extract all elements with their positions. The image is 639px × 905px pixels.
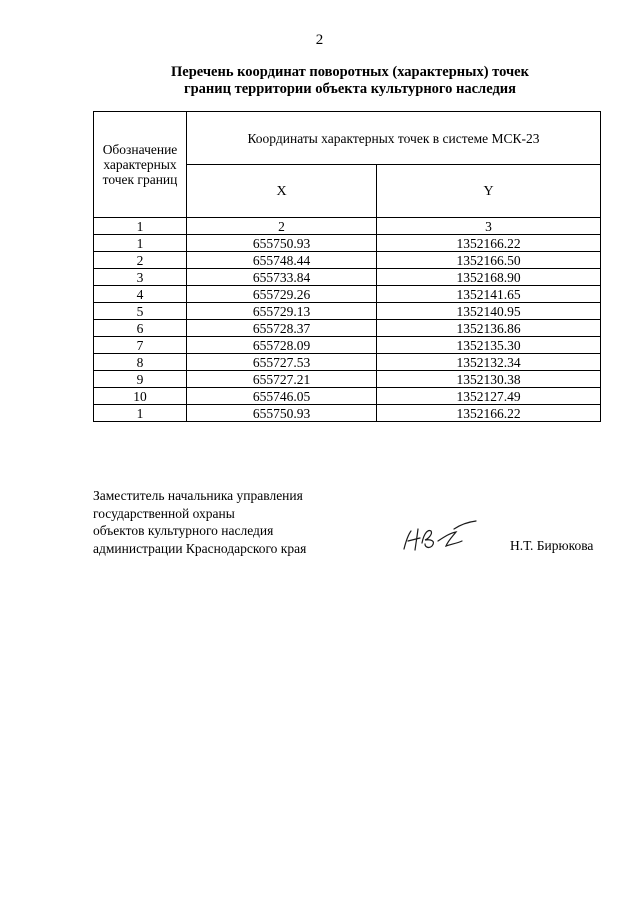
point-number: 9 [94,371,187,388]
x-coordinate: 655750.93 [187,405,377,422]
y-coordinate: 1352140.95 [377,303,601,320]
header-label-line: Обозначение [102,142,178,157]
y-coordinate: 1352136.86 [377,320,601,337]
header-label-line: точек границ [102,172,178,187]
position-line: государственной охраны [93,505,235,521]
x-coordinate: 655728.37 [187,320,377,337]
y-coordinate: 1352166.50 [377,252,601,269]
column-index-row [94,218,601,235]
table-row [94,388,601,405]
y-coordinate: 1352130.38 [377,371,601,388]
point-designation-header [94,112,187,218]
page-number: 2 [315,32,324,48]
x-coordinate: 655728.09 [187,337,377,354]
y-coordinate: 1352166.22 [377,235,601,252]
point-number: 3 [94,269,187,286]
point-number: 1 [94,235,187,252]
x-coordinate: 655729.13 [187,303,377,320]
point-number: 2 [94,252,187,269]
x-coordinate: 655748.44 [187,252,377,269]
column-index: 1 [94,218,187,235]
table-row [94,269,601,286]
position-line: Заместитель начальника управления [93,488,303,503]
y-coordinate: 1352141.65 [377,286,601,303]
column-index: 2 [187,218,377,235]
x-coordinate: 655746.05 [187,388,377,405]
y-coordinate: 1352135.30 [377,337,601,354]
point-number: 4 [94,286,187,303]
y-coordinate: 1352132.34 [377,354,601,371]
header-label-line: характерных [103,157,177,172]
table-row [94,320,601,337]
y-coordinate: 1352166.22 [377,405,601,422]
table-row [94,303,601,320]
x-coordinate: 655733.84 [187,269,377,286]
point-number: 10 [94,388,187,405]
signatory-position [93,487,353,557]
x-coordinate: 655750.93 [187,235,377,252]
column-index: 3 [377,218,601,235]
document-title-line-1: Перечень координат поворотных (характерных) точек [171,64,529,80]
position-line: администрации Краснодарского края [93,540,307,556]
table-row [94,235,601,252]
table-row [94,286,601,303]
y-coordinate: 1352127.49 [377,388,601,405]
point-number: 7 [94,337,187,354]
x-column-header: X [187,165,377,218]
table-row [94,354,601,371]
x-coordinate: 655727.21 [187,371,377,388]
point-number: 6 [94,320,187,337]
signer-name: Н.Т. Бирюкова [510,538,594,553]
table-row [94,371,601,388]
table-row [94,252,601,269]
point-number: 1 [94,405,187,422]
table-row [94,337,601,354]
point-number: 8 [94,354,187,371]
point-number: 5 [94,303,187,320]
x-coordinate: 655729.26 [187,286,377,303]
document-title [100,64,600,98]
x-coordinate: 655727.53 [187,354,377,371]
coordinates-table [93,111,601,422]
y-column-header: Y [377,165,601,218]
coordinates-system-header: Координаты характерных точек в системе МСК-23 [187,112,601,165]
table-row [94,405,601,422]
document-title-line-2: границ территории объекта культурного наследия [184,81,516,97]
position-line: объектов культурного наследия [93,523,274,538]
handwritten-signature [398,519,478,555]
y-coordinate: 1352168.90 [377,269,601,286]
